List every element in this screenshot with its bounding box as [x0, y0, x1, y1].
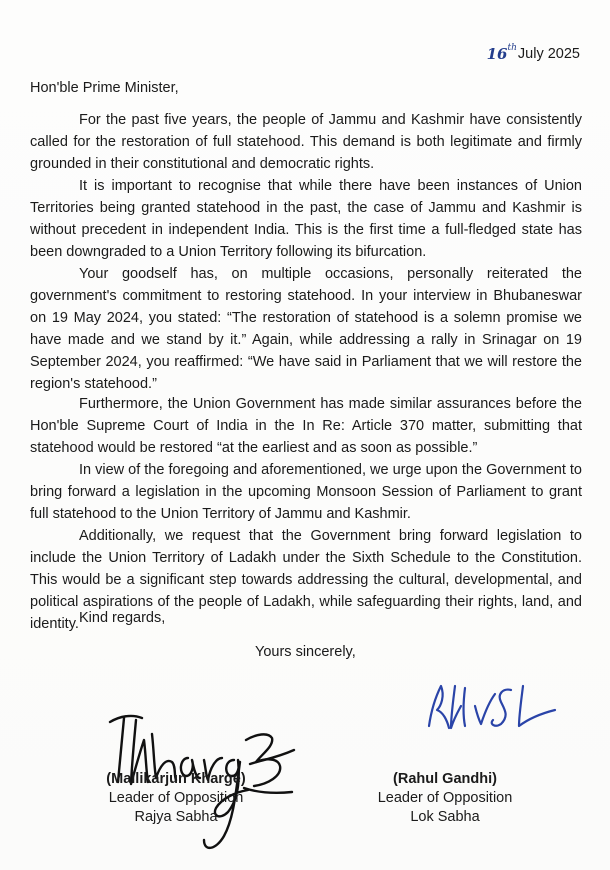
date-month-year: July 2025 — [517, 46, 580, 62]
signatory-title: Leader of Opposition — [377, 790, 513, 806]
signatory-kharge — [86, 770, 266, 827]
paragraph-legislation-request: In view of the foregoing and aforementioned, we urge upon the Government to bring forward a legislation in the upcoming Monsoon Session of Parliament to grant full statehood to the Union Territory of Jammu and Kashmir. — [30, 462, 582, 522]
handwritten-day-suffix: th — [507, 43, 517, 53]
paragraph-pm-commitments: Your goodself has, on multiple occasions, personally reiterated the government's commitment to restoring statehood. In your interview in Bhubaneswar on 19 May 2024, you stated: “The restoration of statehood is a solemn promise we have made and we stand by it.” Again, while addressing a rally in Srinagar on 19 September 2024, you reaffirmed: “We have said in Parliament that we will restore the region's statehood.” — [30, 266, 582, 392]
signatory-gandhi — [360, 770, 530, 827]
paragraph-precedent: It is important to recognise that while there have been instances of Union Territories being granted statehood in the past, the case of Jammu and Kashmir is without precedent in independent India. This is the first time a full-fledged state has been downgraded to a Union Territory following its bifurcation. — [30, 178, 582, 260]
signatory-title: Leader of Opposition — [108, 790, 244, 806]
signatory-house: Lok Sabha — [410, 809, 480, 825]
signatory-name: (Mallikarjun Kharge) — [106, 771, 246, 787]
sign-off: Yours sincerely, — [255, 644, 356, 660]
signatory-house: Rajya Sabha — [134, 809, 218, 825]
gandhi-signature — [415, 676, 575, 746]
paragraph-ladakh: Additionally, we request that the Government bring forward legislation to include the Union Territory of Ladakh under the Sixth Schedule to the Constitution. This would be a significant step towards addressing the cultural, developmental, and political aspirations of the people of Ladakh, while safeguarding their rights, land, and identity. — [30, 528, 582, 632]
salutation: Hon'ble Prime Minister, — [30, 80, 179, 96]
letter-date — [487, 44, 580, 62]
closing: Kind regards, — [79, 610, 166, 626]
signatory-name: (Rahul Gandhi) — [393, 771, 497, 787]
handwritten-day: 16 — [486, 45, 508, 63]
paragraph-statehood-demand: For the past five years, the people of Jammu and Kashmir have consistently called for the restoration of full statehood. This demand is both legitimate and firmly grounded in their constitutional and democratic rights. — [30, 112, 582, 172]
paragraph-supreme-court: Furthermore, the Union Government has made similar assurances before the Hon'ble Supreme Court of India in the In Re: Article 370 matter, submitting that statehood would be restored “at the earliest and as soon as possible.” — [30, 396, 582, 456]
